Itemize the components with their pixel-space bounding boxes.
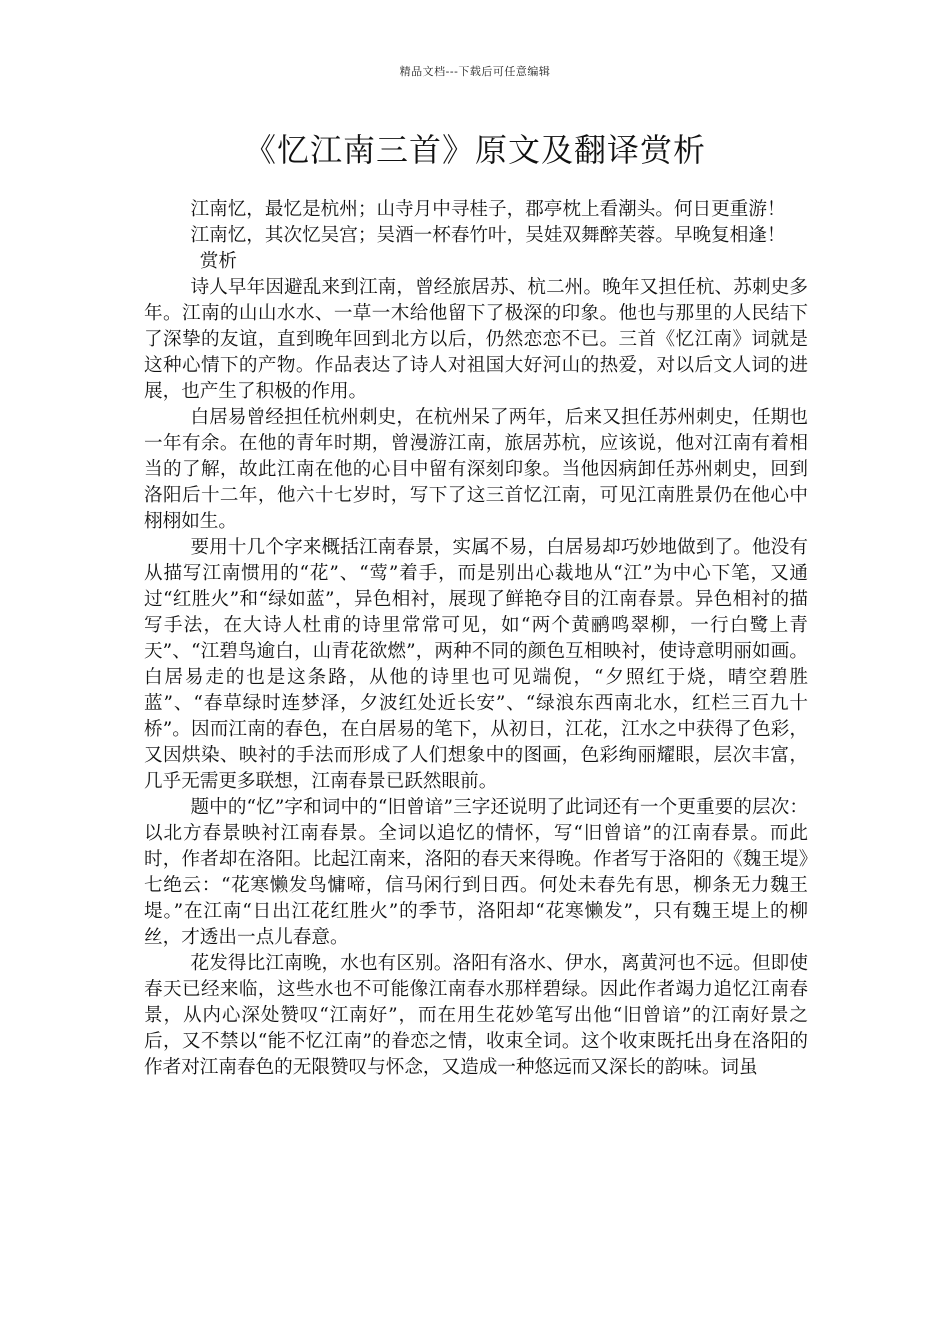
header-note: 精品文档---下载后可任意编辑 [399, 65, 551, 78]
document-title: 《忆江南三首》原文及翻译赏析 [243, 131, 706, 169]
analysis-paragraph-5: 花发得比江南晚，水也有区别。洛阳有洛水、伊水，离黄河也不远。但即使春天已经来临，这些水也不可能像江南春水那样碧绿。因此作者竭力追忆江南春景，从内心深处赞叹“江南好”，而在用生花妙笔写出他“旧曾谙”的江南好景之后，又不禁以“能不忆江南”的眷恋之情，收束全词。这个收束既托出身在洛阳的作者对江南春色的无限赞叹与怀念，又造成一种悠远而又深长的韵味。词虽 [144, 953, 808, 1078]
section-heading-analysis: 赏析 [199, 251, 237, 272]
analysis-paragraph-3: 要用十几个字来概括江南春景，实属不易，白居易却巧妙地做到了。他没有从描写江南惯用的“花”、“莺”着手，而是别出心裁地从“江”为中心下笔，又通过“红胜火”和“绿如蓝”，异色相衬，展现了鲜艳夺目的江南春景。异色相衬的描写手法，在大诗人杜甫的诗里常常可见，如“两个黄鹂鸣翠柳，一行白鹭上青天”、“江碧鸟逾白，山青花欲燃”，两种不同的颜色互相映衬，使诗意明丽如画。白居易走的也是这条路，从他的诗里也可见端倪，“夕照红于烧，晴空碧胜蓝”、“春草绿时连梦泽，夕波红处近长安”、“绿浪东西南北水，红栏三百九十桥”。因而江南的春色，在白居易的笔下，从初日，江花，江水之中获得了色彩，又因烘染、映衬的手法而形成了人们想象中的图画，色彩绚丽耀眼，层次丰富，几乎无需更多联想，江南春景已跃然眼前。 [144, 537, 808, 792]
analysis-paragraph-1: 诗人早年因避乱来到江南，曾经旅居苏、杭二州。晚年又担任杭、苏刺史多年。江南的山山水水、一草一木给他留下了极深的印象。他也与那里的人民结下了深挚的友谊，直到晚年回到北方以后，仍然恋恋不已。三首《忆江南》词就是这种心情下的产物。作品表达了诗人对祖国大好河山的热爱，对以后文人词的进展，也产生了积极的作用。 [144, 277, 808, 402]
document-body [144, 197, 808, 1081]
analysis-paragraph-4: 题中的“忆”字和词中的“旧曾谙”三字还说明了此词还有一个更重要的层次：以北方春景映衬江南春景。全词以追忆的情怀，写“旧曾谙”的江南春景。而此时，作者却在洛阳。比起江南来，洛阳的春天来得晚。作者写于洛阳的《魏王堤》七绝云：“花寒懒发鸟慵啼，信马闲行到日西。何处未春先有思，柳条无力魏王堤。”在江南“日出江花红胜火”的季节，洛阳却“花寒懒发”，只有魏王堤上的柳丝，才透出一点儿春意。 [144, 797, 808, 948]
analysis-paragraph-2: 白居易曾经担任杭州刺史，在杭州呆了两年，后来又担任苏州刺史，任期也一年有余。在他的青年时期，曾漫游江南，旅居苏杭，应该说，他对江南有着相当的了解，故此江南在他的心目中留有深刻印象。当他因病卸任苏州刺史，回到洛阳后十二年，他六十七岁时，写下了这三首忆江南，可见江南胜景仍在他心中栩栩如生。 [144, 407, 808, 532]
poem-stanza-2: 江南忆，其次忆吴宫；吴酒一杯春竹叶，吴娃双舞醉芙蓉。早晚复相逢！ [190, 225, 786, 246]
poem-stanza-1: 江南忆，最忆是杭州；山寺月中寻桂子，郡亭枕上看潮头。何日更重游！ [190, 199, 786, 220]
